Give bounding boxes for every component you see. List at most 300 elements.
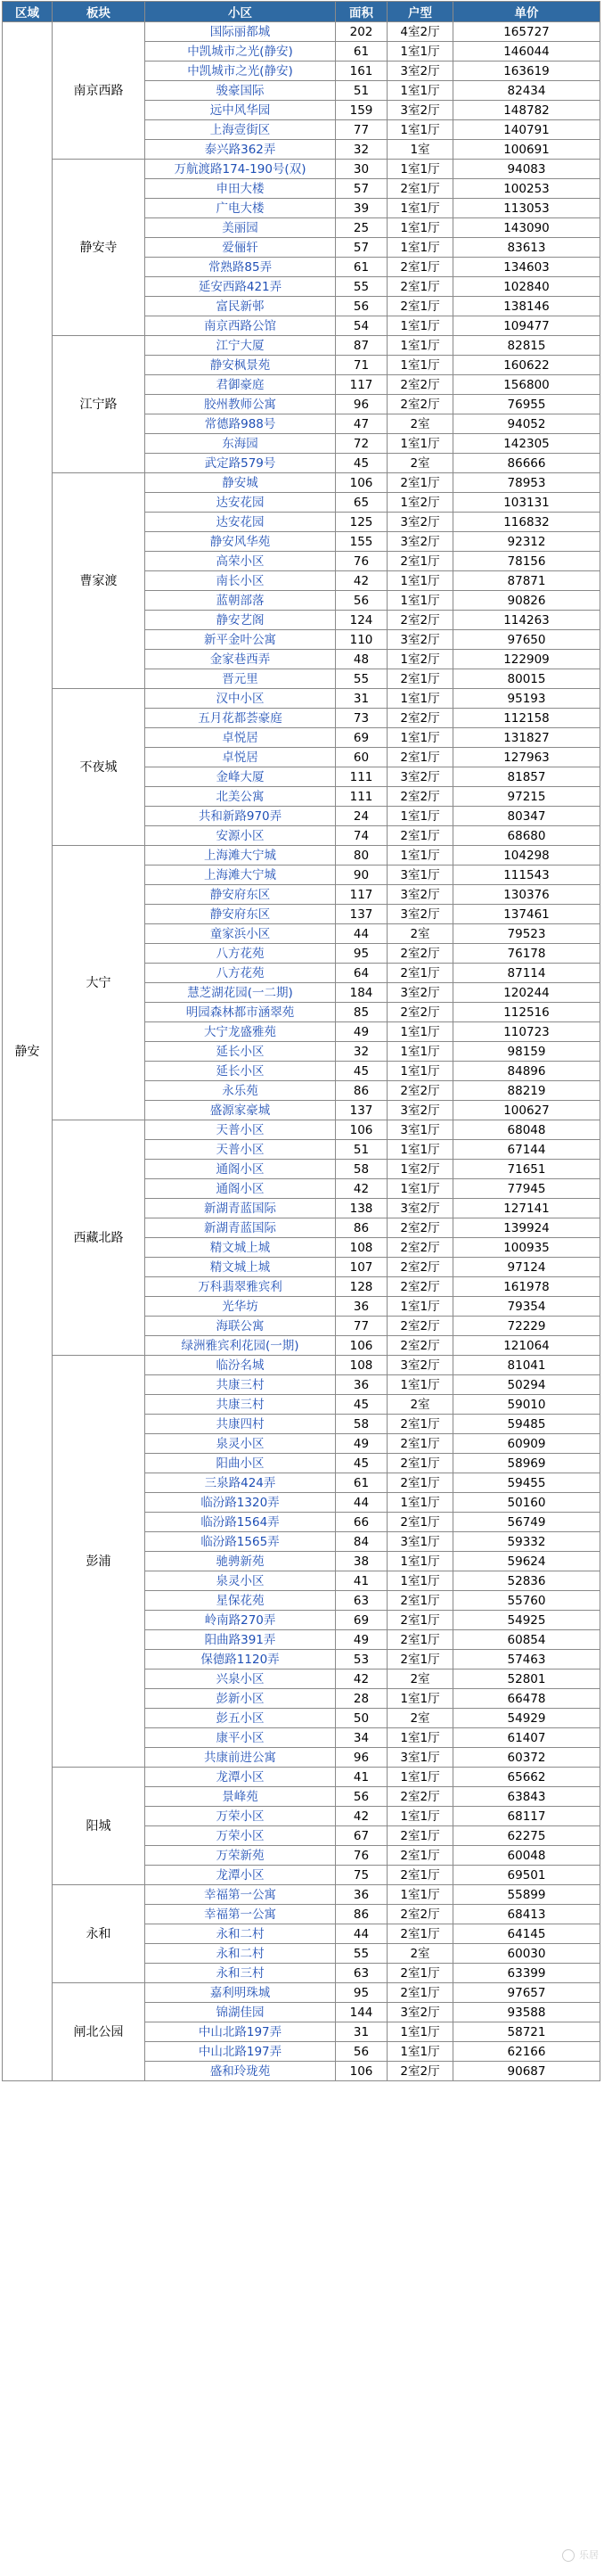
community-cell: 东海园 bbox=[145, 434, 336, 454]
header-district: 区域 bbox=[3, 2, 53, 22]
area-cell: 41 bbox=[336, 1768, 388, 1787]
unit-price-cell: 146044 bbox=[453, 42, 600, 62]
area-cell: 111 bbox=[336, 767, 388, 787]
layout-cell: 2室2厅 bbox=[388, 1258, 453, 1277]
layout-cell: 1室2厅 bbox=[388, 650, 453, 669]
area-cell: 45 bbox=[336, 1062, 388, 1081]
unit-price-cell: 68413 bbox=[453, 1905, 600, 1924]
area-cell: 108 bbox=[336, 1238, 388, 1258]
header-area: 面积 bbox=[336, 2, 388, 22]
unit-price-cell: 95193 bbox=[453, 689, 600, 709]
community-cell: 嘉利明珠城 bbox=[145, 1983, 336, 2003]
unit-price-cell: 56749 bbox=[453, 1513, 600, 1532]
community-cell: 延长小区 bbox=[145, 1062, 336, 1081]
unit-price-cell: 131827 bbox=[453, 728, 600, 748]
layout-cell: 1室2厅 bbox=[388, 1160, 453, 1179]
area-cell: 31 bbox=[336, 2022, 388, 2042]
community-cell: 静安府东区 bbox=[145, 905, 336, 924]
community-cell: 万荣小区 bbox=[145, 1807, 336, 1826]
layout-cell: 1室1厅 bbox=[388, 160, 453, 179]
layout-cell: 3室2厅 bbox=[388, 885, 453, 905]
layout-cell: 3室1厅 bbox=[388, 866, 453, 885]
unit-price-cell: 50294 bbox=[453, 1375, 600, 1395]
layout-cell: 1室1厅 bbox=[388, 238, 453, 258]
area-cell: 77 bbox=[336, 120, 388, 140]
area-cell: 50 bbox=[336, 1709, 388, 1728]
area-cell: 90 bbox=[336, 866, 388, 885]
unit-price-cell: 100253 bbox=[453, 179, 600, 199]
area-cell: 36 bbox=[336, 1885, 388, 1905]
area-cell: 71 bbox=[336, 356, 388, 375]
community-cell: 光华坊 bbox=[145, 1297, 336, 1317]
area-cell: 117 bbox=[336, 375, 388, 395]
area-cell: 202 bbox=[336, 22, 388, 42]
community-cell: 共康前进公寓 bbox=[145, 1748, 336, 1768]
layout-cell: 2室1厅 bbox=[388, 669, 453, 689]
layout-cell: 1室1厅 bbox=[388, 120, 453, 140]
unit-price-cell: 148782 bbox=[453, 101, 600, 120]
community-cell: 国际丽都城 bbox=[145, 22, 336, 42]
unit-price-cell: 54929 bbox=[453, 1709, 600, 1728]
table-row bbox=[3, 473, 600, 493]
unit-price-cell: 63843 bbox=[453, 1787, 600, 1807]
unit-price-cell: 156800 bbox=[453, 375, 600, 395]
area-cell: 75 bbox=[336, 1866, 388, 1885]
layout-cell: 2室 bbox=[388, 1669, 453, 1689]
layout-cell: 3室2厅 bbox=[388, 101, 453, 120]
community-cell: 静安风华苑 bbox=[145, 532, 336, 552]
unit-price-cell: 76178 bbox=[453, 944, 600, 964]
unit-price-cell: 59485 bbox=[453, 1415, 600, 1434]
unit-price-cell: 97215 bbox=[453, 787, 600, 807]
unit-price-cell: 63399 bbox=[453, 1964, 600, 1983]
community-cell: 共康三村 bbox=[145, 1375, 336, 1395]
unit-price-cell: 61407 bbox=[453, 1728, 600, 1748]
block-cell: 不夜城 bbox=[53, 689, 145, 846]
area-cell: 138 bbox=[336, 1199, 388, 1218]
layout-cell: 2室 bbox=[388, 454, 453, 473]
community-cell: 精文城上城 bbox=[145, 1238, 336, 1258]
community-cell: 静安艺阁 bbox=[145, 611, 336, 630]
area-cell: 42 bbox=[336, 1669, 388, 1689]
community-cell: 幸福第一公寓 bbox=[145, 1905, 336, 1924]
layout-cell: 1室1厅 bbox=[388, 316, 453, 336]
community-cell: 临汾路1564弄 bbox=[145, 1513, 336, 1532]
community-cell: 蓝朝部落 bbox=[145, 591, 336, 611]
community-cell: 上海滩大宁城 bbox=[145, 866, 336, 885]
layout-cell: 2室1厅 bbox=[388, 473, 453, 493]
layout-cell: 1室1厅 bbox=[388, 199, 453, 218]
community-cell: 彭五小区 bbox=[145, 1709, 336, 1728]
unit-price-cell: 77945 bbox=[453, 1179, 600, 1199]
area-cell: 159 bbox=[336, 101, 388, 120]
community-cell: 晋元里 bbox=[145, 669, 336, 689]
layout-cell: 1室1厅 bbox=[388, 728, 453, 748]
area-cell: 107 bbox=[336, 1258, 388, 1277]
community-cell: 万荣小区 bbox=[145, 1826, 336, 1846]
community-cell: 天普小区 bbox=[145, 1120, 336, 1140]
area-cell: 124 bbox=[336, 611, 388, 630]
unit-price-cell: 100691 bbox=[453, 140, 600, 160]
community-cell: 金峰大厦 bbox=[145, 767, 336, 787]
unit-price-cell: 60030 bbox=[453, 1944, 600, 1964]
unit-price-cell: 87871 bbox=[453, 571, 600, 591]
unit-price-cell: 114263 bbox=[453, 611, 600, 630]
district-cell: 静安 bbox=[3, 22, 53, 2081]
area-cell: 69 bbox=[336, 728, 388, 748]
layout-cell: 1室1厅 bbox=[388, 1728, 453, 1748]
unit-price-cell: 138146 bbox=[453, 297, 600, 316]
layout-cell: 2室1厅 bbox=[388, 1434, 453, 1454]
community-cell: 临汾路1320弄 bbox=[145, 1493, 336, 1513]
community-cell: 永和二村 bbox=[145, 1924, 336, 1944]
area-cell: 86 bbox=[336, 1081, 388, 1101]
community-cell: 五月花都荟豪庭 bbox=[145, 709, 336, 728]
unit-price-cell: 86666 bbox=[453, 454, 600, 473]
area-cell: 84 bbox=[336, 1532, 388, 1552]
area-cell: 72 bbox=[336, 434, 388, 454]
community-cell: 万荣新苑 bbox=[145, 1846, 336, 1866]
area-cell: 53 bbox=[336, 1650, 388, 1669]
community-cell: 中山北路197弄 bbox=[145, 2042, 336, 2062]
layout-cell: 2室2厅 bbox=[388, 395, 453, 414]
community-cell: 申田大楼 bbox=[145, 179, 336, 199]
unit-price-cell: 82434 bbox=[453, 81, 600, 101]
layout-cell: 2室2厅 bbox=[388, 787, 453, 807]
layout-cell: 2室 bbox=[388, 1709, 453, 1728]
layout-cell: 2室 bbox=[388, 924, 453, 944]
unit-price-cell: 62275 bbox=[453, 1826, 600, 1846]
community-cell: 临汾名城 bbox=[145, 1356, 336, 1375]
layout-cell: 1室1厅 bbox=[388, 1297, 453, 1317]
area-cell: 58 bbox=[336, 1415, 388, 1434]
unit-price-cell: 143090 bbox=[453, 218, 600, 238]
area-cell: 128 bbox=[336, 1277, 388, 1297]
layout-cell: 2室1厅 bbox=[388, 277, 453, 297]
area-cell: 36 bbox=[336, 1297, 388, 1317]
layout-cell: 2室 bbox=[388, 414, 453, 434]
unit-price-cell: 62166 bbox=[453, 2042, 600, 2062]
community-cell: 中山北路197弄 bbox=[145, 2022, 336, 2042]
community-cell: 天普小区 bbox=[145, 1140, 336, 1160]
area-cell: 86 bbox=[336, 1905, 388, 1924]
community-cell: 君御豪庭 bbox=[145, 375, 336, 395]
community-cell: 美丽园 bbox=[145, 218, 336, 238]
layout-cell: 2室2厅 bbox=[388, 1238, 453, 1258]
community-cell: 岭南路270弄 bbox=[145, 1611, 336, 1630]
header-community: 小区 bbox=[145, 2, 336, 22]
community-cell: 锦湖佳园 bbox=[145, 2003, 336, 2022]
community-cell: 康平小区 bbox=[145, 1728, 336, 1748]
layout-cell: 1室1厅 bbox=[388, 1375, 453, 1395]
table-row bbox=[3, 22, 600, 42]
area-cell: 125 bbox=[336, 513, 388, 532]
layout-cell: 1室1厅 bbox=[388, 1807, 453, 1826]
layout-cell: 2室1厅 bbox=[388, 1650, 453, 1669]
area-cell: 96 bbox=[336, 1748, 388, 1768]
unit-price-cell: 122909 bbox=[453, 650, 600, 669]
community-cell: 高荣小区 bbox=[145, 552, 336, 571]
community-cell: 龙潭小区 bbox=[145, 1768, 336, 1787]
community-cell: 泉灵小区 bbox=[145, 1571, 336, 1591]
unit-price-cell: 120244 bbox=[453, 983, 600, 1003]
community-cell: 常熟路85弄 bbox=[145, 258, 336, 277]
table-row bbox=[3, 689, 600, 709]
area-cell: 55 bbox=[336, 1944, 388, 1964]
area-cell: 56 bbox=[336, 591, 388, 611]
unit-price-cell: 78953 bbox=[453, 473, 600, 493]
unit-price-cell: 59332 bbox=[453, 1532, 600, 1552]
community-cell: 星保花苑 bbox=[145, 1591, 336, 1611]
community-cell: 永乐苑 bbox=[145, 1081, 336, 1101]
area-cell: 57 bbox=[336, 238, 388, 258]
layout-cell: 2室2厅 bbox=[388, 1787, 453, 1807]
area-cell: 39 bbox=[336, 199, 388, 218]
unit-price-cell: 52801 bbox=[453, 1669, 600, 1689]
layout-cell: 2室1厅 bbox=[388, 826, 453, 846]
layout-cell: 2室2厅 bbox=[388, 944, 453, 964]
block-cell: 闸北公园 bbox=[53, 1983, 145, 2081]
unit-price-cell: 160622 bbox=[453, 356, 600, 375]
area-cell: 42 bbox=[336, 1179, 388, 1199]
layout-cell: 1室1厅 bbox=[388, 434, 453, 454]
community-cell: 延长小区 bbox=[145, 1042, 336, 1062]
layout-cell: 1室1厅 bbox=[388, 81, 453, 101]
community-cell: 延安西路421弄 bbox=[145, 277, 336, 297]
header-block: 板块 bbox=[53, 2, 145, 22]
layout-cell: 1室1厅 bbox=[388, 1042, 453, 1062]
layout-cell: 1室1厅 bbox=[388, 689, 453, 709]
community-cell: 幸福第一公寓 bbox=[145, 1885, 336, 1905]
community-cell: 永和二村 bbox=[145, 1944, 336, 1964]
block-cell: 永和 bbox=[53, 1885, 145, 1983]
layout-cell: 2室2厅 bbox=[388, 375, 453, 395]
area-cell: 66 bbox=[336, 1513, 388, 1532]
area-cell: 55 bbox=[336, 669, 388, 689]
community-cell: 静安城 bbox=[145, 473, 336, 493]
unit-price-cell: 140791 bbox=[453, 120, 600, 140]
layout-cell: 2室1厅 bbox=[388, 964, 453, 983]
area-cell: 61 bbox=[336, 258, 388, 277]
area-cell: 32 bbox=[336, 1042, 388, 1062]
area-cell: 106 bbox=[336, 2062, 388, 2081]
unit-price-cell: 93588 bbox=[453, 2003, 600, 2022]
layout-cell: 2室2厅 bbox=[388, 611, 453, 630]
layout-cell: 1室1厅 bbox=[388, 571, 453, 591]
area-cell: 117 bbox=[336, 885, 388, 905]
block-cell: 南京西路 bbox=[53, 22, 145, 160]
layout-cell: 3室1厅 bbox=[388, 1748, 453, 1768]
area-cell: 65 bbox=[336, 493, 388, 513]
layout-cell: 2室2厅 bbox=[388, 1218, 453, 1238]
area-cell: 54 bbox=[336, 316, 388, 336]
layout-cell: 4室2厅 bbox=[388, 22, 453, 42]
layout-cell: 2室1厅 bbox=[388, 1591, 453, 1611]
area-cell: 31 bbox=[336, 689, 388, 709]
table-row bbox=[3, 336, 600, 356]
unit-price-cell: 110723 bbox=[453, 1022, 600, 1042]
layout-cell: 2室1厅 bbox=[388, 1630, 453, 1650]
area-cell: 47 bbox=[336, 414, 388, 434]
layout-cell: 3室2厅 bbox=[388, 1199, 453, 1218]
area-cell: 45 bbox=[336, 1454, 388, 1473]
area-cell: 76 bbox=[336, 552, 388, 571]
unit-price-cell: 90687 bbox=[453, 2062, 600, 2081]
community-cell: 临汾路1565弄 bbox=[145, 1532, 336, 1552]
table-row bbox=[3, 1768, 600, 1787]
community-cell: 爱俪轩 bbox=[145, 238, 336, 258]
community-cell: 静安枫景苑 bbox=[145, 356, 336, 375]
community-cell: 三泉路424弄 bbox=[145, 1473, 336, 1493]
layout-cell: 2室 bbox=[388, 1395, 453, 1415]
community-cell: 绿洲雅宾利花园(一期) bbox=[145, 1336, 336, 1356]
layout-cell: 1室1厅 bbox=[388, 591, 453, 611]
layout-cell: 1室 bbox=[388, 140, 453, 160]
unit-price-cell: 58721 bbox=[453, 2022, 600, 2042]
unit-price-cell: 82815 bbox=[453, 336, 600, 356]
area-cell: 24 bbox=[336, 807, 388, 826]
area-cell: 77 bbox=[336, 1317, 388, 1336]
unit-price-cell: 92312 bbox=[453, 532, 600, 552]
layout-cell: 2室2厅 bbox=[388, 1317, 453, 1336]
area-cell: 57 bbox=[336, 179, 388, 199]
layout-cell: 1室1厅 bbox=[388, 807, 453, 826]
block-cell: 静安寺 bbox=[53, 160, 145, 336]
community-cell: 广电大楼 bbox=[145, 199, 336, 218]
unit-price-cell: 60372 bbox=[453, 1748, 600, 1768]
layout-cell: 2室2厅 bbox=[388, 709, 453, 728]
layout-cell: 2室1厅 bbox=[388, 1983, 453, 2003]
layout-cell: 3室2厅 bbox=[388, 630, 453, 650]
unit-price-cell: 142305 bbox=[453, 434, 600, 454]
community-cell: 共康三村 bbox=[145, 1395, 336, 1415]
area-cell: 32 bbox=[336, 140, 388, 160]
community-cell: 通阁小区 bbox=[145, 1160, 336, 1179]
area-cell: 56 bbox=[336, 297, 388, 316]
unit-price-cell: 68680 bbox=[453, 826, 600, 846]
area-cell: 28 bbox=[336, 1689, 388, 1709]
layout-cell: 1室1厅 bbox=[388, 1689, 453, 1709]
unit-price-cell: 58969 bbox=[453, 1454, 600, 1473]
area-cell: 48 bbox=[336, 650, 388, 669]
community-cell: 骏豪国际 bbox=[145, 81, 336, 101]
unit-price-cell: 88219 bbox=[453, 1081, 600, 1101]
unit-price-cell: 134603 bbox=[453, 258, 600, 277]
layout-cell: 2室2厅 bbox=[388, 2062, 453, 2081]
area-cell: 30 bbox=[336, 160, 388, 179]
area-cell: 95 bbox=[336, 944, 388, 964]
unit-price-cell: 113053 bbox=[453, 199, 600, 218]
unit-price-cell: 76955 bbox=[453, 395, 600, 414]
community-cell: 八方花苑 bbox=[145, 944, 336, 964]
layout-cell: 1室1厅 bbox=[388, 1885, 453, 1905]
community-cell: 卓悦居 bbox=[145, 748, 336, 767]
community-cell: 胶州教师公寓 bbox=[145, 395, 336, 414]
block-cell: 阳城 bbox=[53, 1768, 145, 1885]
layout-cell: 1室2厅 bbox=[388, 493, 453, 513]
unit-price-cell: 87114 bbox=[453, 964, 600, 983]
area-cell: 144 bbox=[336, 2003, 388, 2022]
area-cell: 42 bbox=[336, 1807, 388, 1826]
unit-price-cell: 116832 bbox=[453, 513, 600, 532]
area-cell: 184 bbox=[336, 983, 388, 1003]
layout-cell: 3室2厅 bbox=[388, 1356, 453, 1375]
unit-price-cell: 139924 bbox=[453, 1218, 600, 1238]
layout-cell: 1室1厅 bbox=[388, 2022, 453, 2042]
community-cell: 万科翡翠雅宾利 bbox=[145, 1277, 336, 1297]
layout-cell: 3室2厅 bbox=[388, 1101, 453, 1120]
unit-price-cell: 68117 bbox=[453, 1807, 600, 1826]
layout-cell: 3室2厅 bbox=[388, 2003, 453, 2022]
community-cell: 新湖青蓝国际 bbox=[145, 1218, 336, 1238]
area-cell: 63 bbox=[336, 1964, 388, 1983]
layout-cell: 2室1厅 bbox=[388, 1513, 453, 1532]
layout-cell: 2室1厅 bbox=[388, 1826, 453, 1846]
community-cell: 新平金叶公寓 bbox=[145, 630, 336, 650]
unit-price-cell: 97124 bbox=[453, 1258, 600, 1277]
unit-price-cell: 59624 bbox=[453, 1552, 600, 1571]
community-cell: 彭新小区 bbox=[145, 1689, 336, 1709]
community-cell: 兴泉小区 bbox=[145, 1669, 336, 1689]
layout-cell: 1室1厅 bbox=[388, 1022, 453, 1042]
unit-price-cell: 121064 bbox=[453, 1336, 600, 1356]
layout-cell: 2室1厅 bbox=[388, 1454, 453, 1473]
table-row bbox=[3, 1120, 600, 1140]
community-cell: 盛源家豪城 bbox=[145, 1101, 336, 1120]
unit-price-cell: 59455 bbox=[453, 1473, 600, 1493]
layout-cell: 3室2厅 bbox=[388, 532, 453, 552]
unit-price-cell: 60048 bbox=[453, 1846, 600, 1866]
unit-price-cell: 83613 bbox=[453, 238, 600, 258]
area-cell: 45 bbox=[336, 1395, 388, 1415]
community-cell: 中凯城市之光(静安) bbox=[145, 62, 336, 81]
community-cell: 永和三村 bbox=[145, 1964, 336, 1983]
area-cell: 137 bbox=[336, 905, 388, 924]
area-cell: 38 bbox=[336, 1552, 388, 1571]
area-cell: 69 bbox=[336, 1611, 388, 1630]
unit-price-cell: 68048 bbox=[453, 1120, 600, 1140]
table-row bbox=[3, 1356, 600, 1375]
block-cell: 彭浦 bbox=[53, 1356, 145, 1768]
unit-price-cell: 55899 bbox=[453, 1885, 600, 1905]
area-cell: 106 bbox=[336, 1336, 388, 1356]
area-cell: 110 bbox=[336, 630, 388, 650]
layout-cell: 1室1厅 bbox=[388, 1571, 453, 1591]
area-cell: 137 bbox=[336, 1101, 388, 1120]
layout-cell: 1室1厅 bbox=[388, 1768, 453, 1787]
community-cell: 远中风华园 bbox=[145, 101, 336, 120]
layout-cell: 2室1厅 bbox=[388, 1964, 453, 1983]
unit-price-cell: 104298 bbox=[453, 846, 600, 866]
table-row bbox=[3, 160, 600, 179]
block-cell: 西藏北路 bbox=[53, 1120, 145, 1356]
community-cell: 驰骋新苑 bbox=[145, 1552, 336, 1571]
community-cell: 共和新路970弄 bbox=[145, 807, 336, 826]
community-cell: 江宁大厦 bbox=[145, 336, 336, 356]
layout-cell: 2室1厅 bbox=[388, 1866, 453, 1885]
unit-price-cell: 81041 bbox=[453, 1356, 600, 1375]
layout-cell: 3室2厅 bbox=[388, 905, 453, 924]
community-cell: 汉中小区 bbox=[145, 689, 336, 709]
community-cell: 南长小区 bbox=[145, 571, 336, 591]
area-cell: 51 bbox=[336, 81, 388, 101]
area-cell: 55 bbox=[336, 277, 388, 297]
area-cell: 44 bbox=[336, 1924, 388, 1944]
unit-price-cell: 130376 bbox=[453, 885, 600, 905]
unit-price-cell: 165727 bbox=[453, 22, 600, 42]
area-cell: 49 bbox=[336, 1434, 388, 1454]
unit-price-cell: 111543 bbox=[453, 866, 600, 885]
